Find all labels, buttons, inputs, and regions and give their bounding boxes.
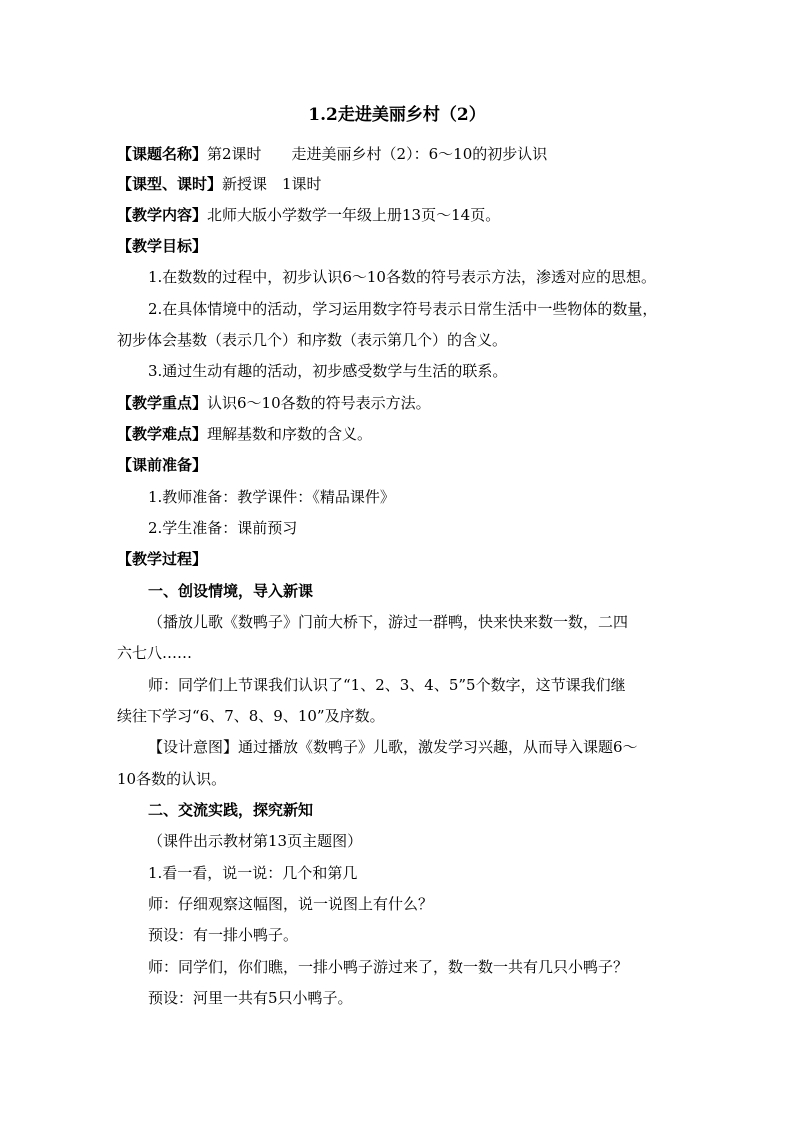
- course-type-label: 【课型、课时】: [117, 175, 223, 193]
- prep-heading: 【课前准备】: [117, 456, 208, 474]
- design-intent-line-2: 10各数的认识。: [117, 770, 227, 788]
- section-1-para-2-line-1: 师：同学们上节课我们认识了“1、2、3、4、5”5个数字，这节课我们继: [148, 676, 626, 694]
- goal-1: 1.在数数的过程中，初步认识6～10各数的符号表示方法，渗透对应的思想。: [148, 268, 656, 286]
- goal-2-line-1: 2.在具体情境中的活动，学习运用数字符号表示日常生活中一些物体的数量，: [148, 300, 658, 318]
- difficulty-value: 理解基数和序数的含义。: [207, 425, 373, 443]
- prep-student: 2.学生准备：课前预习: [148, 519, 298, 537]
- course-name-label: 【课题名称】: [117, 145, 208, 163]
- key-point-value: 认识6～10各数的符号表示方法。: [207, 394, 431, 412]
- design-intent-label: 【设计意图】: [148, 738, 239, 756]
- section-1-heading: 一、创设情境，导入新课: [148, 582, 314, 600]
- course-type-value: 新授课 1课时: [222, 175, 322, 193]
- content-line: [117, 205, 500, 225]
- course-name-value: 第2课时 走进美丽乡村（2）：6～10的初步认识: [207, 145, 548, 163]
- section-2-line-2: 1.看一看，说一说：几个和第几: [148, 864, 358, 882]
- key-point-label: 【教学重点】: [117, 394, 208, 412]
- section-2-line-4: 预设：有一排小鸭子。: [148, 926, 299, 944]
- goals-heading: 【教学目标】: [117, 237, 208, 255]
- section-2-line-1: （课件出示教材第13页主题图）: [148, 832, 363, 850]
- goal-2-line-2: 初步体会基数（表示几个）和序数（表示第几个）的含义。: [117, 331, 508, 349]
- section-2-line-6: 预设：河里一共有5只小鸭子。: [148, 989, 353, 1007]
- section-2-heading: 二、交流实践，探究新知: [148, 801, 314, 819]
- process-heading: 【教学过程】: [117, 550, 208, 568]
- lesson-title: 1.2走进美丽乡村（2）: [308, 105, 486, 125]
- course-type-line: [117, 174, 322, 194]
- section-2-line-5: 师：同学们，你们瞧，一排小鸭子游过来了，数一数一共有几只小鸭子？: [148, 958, 629, 976]
- section-1-para-2-line-2: 续往下学习“6、7、8、9、10”及序数。: [117, 707, 385, 725]
- content-value: 北师大版小学数学一年级上册13页～14页。: [207, 206, 501, 224]
- key-point-line: [117, 393, 431, 413]
- content-label: 【教学内容】: [117, 206, 208, 224]
- goal-3: 3.通过生动有趣的活动，初步感受数学与生活的联系。: [148, 362, 508, 380]
- section-1-para-1-line-1: （播放儿歌《数鸭子》门前大桥下，游过一群鸭，快来快来数一数，二四: [148, 613, 629, 631]
- course-name-line: [117, 144, 547, 164]
- difficulty-label: 【教学难点】: [117, 425, 208, 443]
- design-intent-text: 通过播放《数鸭子》儿歌，激发学习兴趣，从而导入课题6～: [238, 738, 638, 756]
- prep-teacher: 1.教师准备：教学课件：《精品课件》: [148, 488, 395, 506]
- section-2-line-3: 师：仔细观察这幅图，说一说图上有什么？: [148, 895, 434, 913]
- section-1-para-1-line-2: 六七八……: [117, 644, 193, 662]
- difficulty-line: [117, 424, 372, 444]
- design-intent-line-1: [148, 737, 638, 757]
